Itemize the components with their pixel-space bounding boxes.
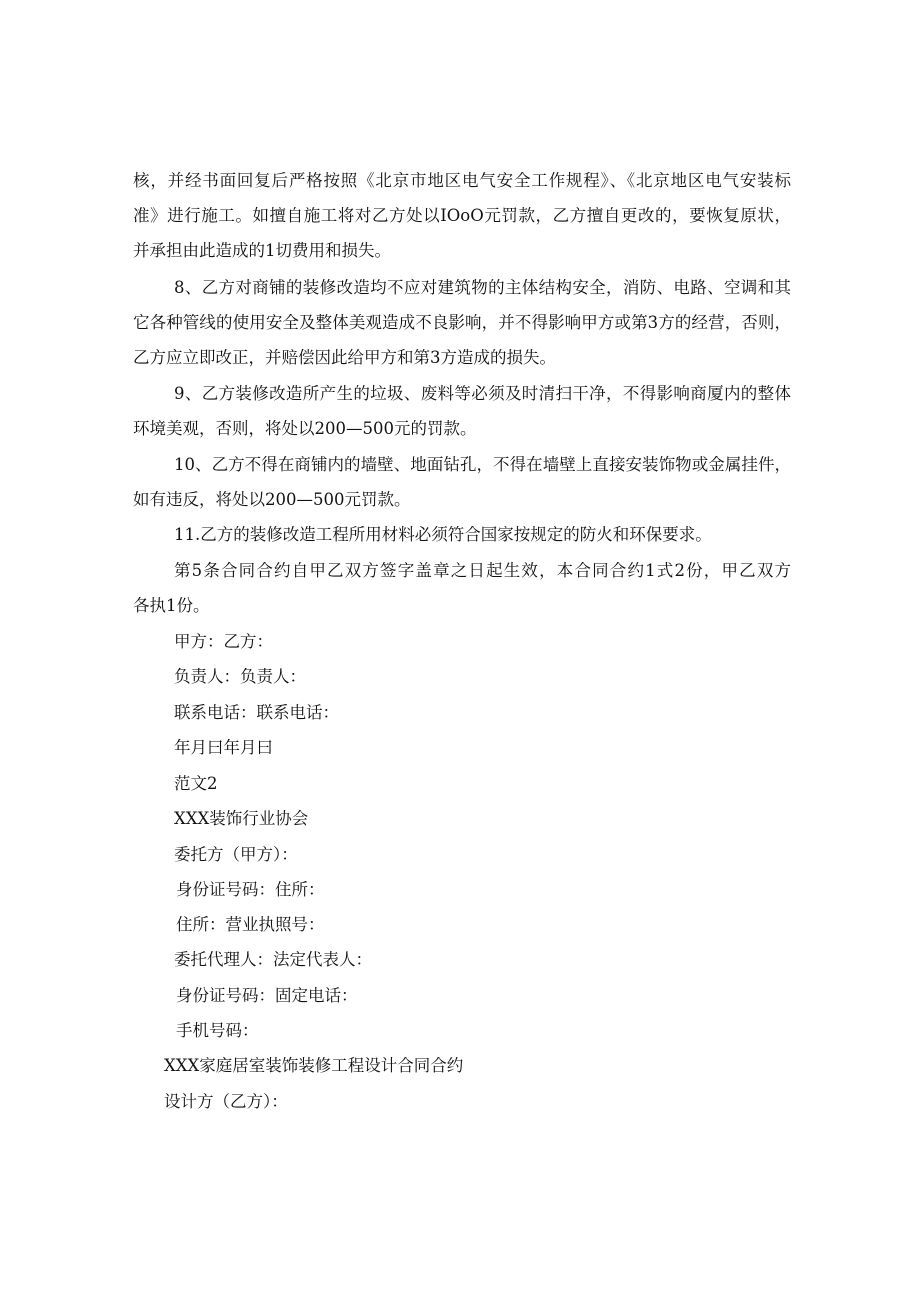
association-name: XXX装饰行业协会: [174, 809, 309, 828]
mobile-phone-line: 手机号码：: [176, 1021, 259, 1040]
party-signature-line: 甲方：乙方：: [174, 632, 273, 651]
agent-representative-line: 委托代理人：法定代表人：: [174, 950, 372, 969]
sample-heading: 范文2: [174, 774, 218, 793]
contract-clause-11: 11.乙方的装修改造工程所用材料必须符合国家按规定的防火和环保要求。: [174, 525, 712, 544]
contract-text-line: 环境美观，否则，将处以200—500元的罚款。: [133, 419, 477, 438]
contract-clause-8: 8、乙方对商铺的装修改造均不应对建筑物的主体结构安全，消防、电路、空调和其: [174, 278, 791, 297]
contract-text-line: 它各种管线的使用安全及整体美观造成不良影响，并不得影响甲方或第3方的经营，否则，: [133, 313, 791, 332]
contract-clause-9: 9、乙方装修改造所产生的垃圾、废料等必须及时清扫干净，不得影响商厦内的整体: [174, 384, 791, 403]
contract-text-line: 准》进行施工。如擅自施工将对乙方处以IOoO元罚款，乙方擅自更改的，要恢复原状，: [133, 206, 791, 225]
contract-text-line: 如有违反，将处以200—500元罚款。: [133, 490, 411, 509]
contract-title: XXX家庭居室装饰装修工程设计合同合约: [164, 1056, 464, 1075]
id-address-line: 身份证号码：住所：: [176, 880, 325, 899]
designer-party-line: 设计方（乙方）：: [164, 1092, 288, 1111]
contract-article-5: 第5条合同合约自甲乙双方签字盖章之日起生效，本合同合约1式2份，甲乙双方: [174, 561, 791, 580]
contract-text-line: 核，并经书面回复后严格按照《北京市地区电气安全工作规程》、《北京地区电气安装标: [133, 171, 791, 190]
client-party-line: 委托方（甲方）：: [174, 845, 298, 864]
id-phone-line: 身份证号码：固定电话：: [176, 986, 358, 1005]
contract-text-line: 各执1份。: [133, 596, 210, 615]
date-line: 年月曰年月曰: [174, 738, 273, 757]
contract-clause-10: 10、乙方不得在商铺内的墙壁、地面钻孔，不得在墙壁上直接安装饰物或金属挂件，: [174, 455, 791, 474]
contract-text-line: 并承担由此造成的1切费用和损失。: [133, 241, 391, 260]
responsible-person-line: 负责人：负责人：: [174, 667, 306, 686]
contact-phone-line: 联系电话：联系电话：: [174, 703, 339, 722]
contract-text-line: 乙方应立即改正，并赔偿因此给甲方和第3方造成的损失。: [133, 348, 556, 367]
address-license-line: 住所：营业执照号：: [176, 915, 325, 934]
